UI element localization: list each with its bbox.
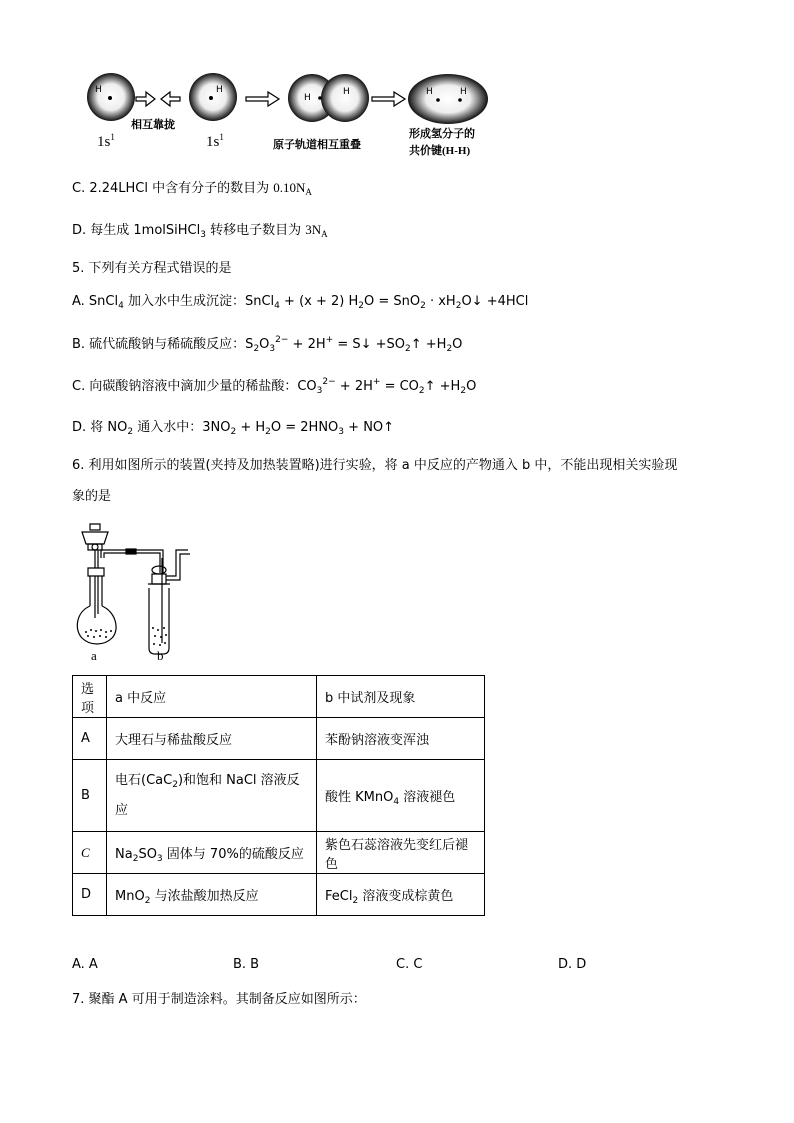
svg-text:H: H: [460, 87, 467, 97]
answer-d: D. D: [558, 957, 587, 972]
question-5: 5. 下列有关方程式错误的是: [72, 261, 232, 276]
hydrogen-molecule: [408, 74, 488, 124]
option-4d: D. 每生成 1molSiHCl$_3$ 转移电子数目为 $3N_A$: [72, 222, 328, 240]
answer-b: B. B: [233, 957, 260, 972]
table-cell: A: [73, 718, 107, 760]
option-5d: D. 将 $NO_2$ 通入水中：$3NO_2 + H_2O = 2HNO_3$ + NO↑: [72, 420, 395, 437]
table-cell: FeCl$_2$ 溶液变成棕黄色: [317, 874, 485, 916]
question-6-line1: 6. 利用如图所示的装置(夹持及加热装置略)进行实验，将 a 中反应的产物通入 b 中，不能出现相关实验现: [72, 458, 678, 473]
answer-a: A. A: [72, 957, 98, 972]
orbital-label-left: $1s^1$: [97, 132, 115, 150]
approach-label: 相互靠拢: [131, 119, 175, 131]
arrow-right-icon: [372, 92, 405, 106]
table-cell: D: [73, 874, 107, 916]
table-header-cell: a 中反应: [107, 676, 317, 718]
question-6-line2: 象的是: [72, 489, 112, 504]
table-cell: 电石(CaC$_2$)和饱和 NaCl 溶液反 应: [107, 760, 317, 832]
svg-text:H: H: [304, 93, 311, 103]
table-cell: 酸性 KMnO$_4$ 溶液褪色: [317, 760, 485, 832]
table-cell: MnO$_2$ 与浓盐酸加热反应: [107, 874, 317, 916]
apparatus-label-b: b: [157, 648, 164, 663]
table-cell: 紫色石蕊溶液先变红后褪色: [317, 832, 485, 874]
table-row: [73, 718, 485, 760]
arrow-left-icon: [161, 92, 180, 106]
table-row: [73, 832, 485, 874]
table-row: [73, 760, 485, 832]
apparatus-diagram: [74, 518, 194, 664]
svg-text:H: H: [216, 85, 223, 95]
option-5a: A. SnCl$_4$ 加入水中生成沉淀：SnCl$_4$ + (x + 2) $H_2O = SnO_2$ · $xH_2O↓ +4HCl$: [72, 294, 529, 311]
table-row: [73, 874, 485, 916]
arrow-right-icon: [246, 92, 279, 106]
question-7: 7. 聚酯 A 可用于制造涂料。其制备反应如图所示：: [72, 992, 366, 1007]
bond-label-line2: 共价键(H-H): [409, 145, 471, 157]
bond-label-line1: 形成氢分子的: [409, 128, 475, 140]
atom-sphere-right: [189, 73, 237, 121]
option-5b: B. 硫代硫酸钠与稀硫酸反应：$S_2O_3^{2-} + 2H^+$ = S↓ $+SO_2↑ +H_2O$: [72, 335, 463, 354]
table-cell: $Na_2SO_3$ 固体与 70%的硫酸反应: [107, 832, 317, 874]
table-header-row: [73, 676, 485, 718]
option-4c: C. 2.24LHCl 中含有分子的数目为 $0.10N_A$: [72, 180, 312, 197]
orbital-label-right: $1s^1$: [206, 132, 224, 150]
option-5c: C. 向碳酸钠溶液中滴加少量的稀盐酸：$CO_3^{2-} + 2H^+$ = $CO_2↑ +H_2O$: [72, 377, 477, 396]
arrow-right-icon: [136, 92, 155, 106]
table-cell: C: [73, 832, 107, 874]
options-table: [72, 675, 485, 916]
table-cell: 大理石与稀盐酸反应: [107, 718, 317, 760]
svg-text:H: H: [343, 87, 350, 97]
table-header-cell: b 中试剂及现象: [317, 676, 485, 718]
table-cell: 苯酚钠溶液变浑浊: [317, 718, 485, 760]
overlap-label: 原子轨道相互重叠: [273, 139, 361, 151]
svg-text:H: H: [426, 87, 433, 97]
table-cell: B: [73, 760, 107, 832]
answer-c: C. C: [396, 957, 423, 972]
table-header-cell: 选项: [73, 676, 107, 718]
svg-text:H: H: [95, 85, 102, 95]
apparatus-label-a: a: [91, 648, 97, 663]
